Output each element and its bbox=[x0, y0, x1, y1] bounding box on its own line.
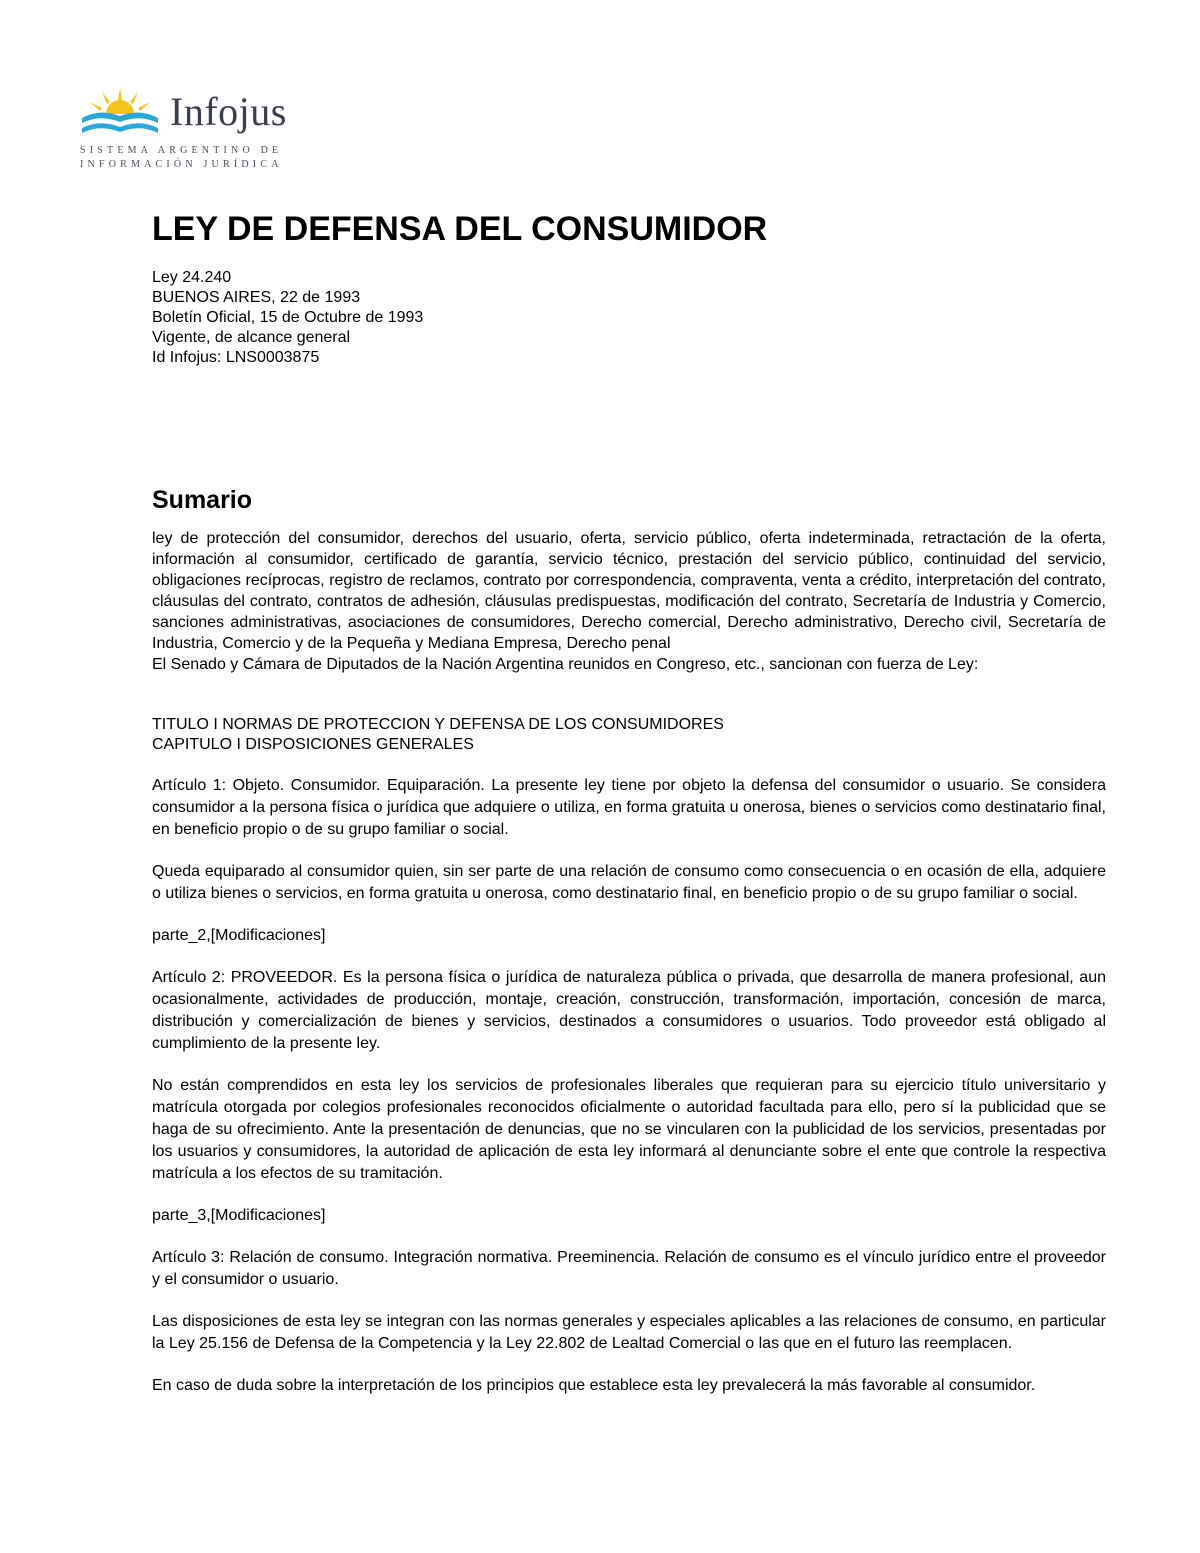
titulo-heading: TITULO I NORMAS DE PROTECCION Y DEFENSA DE LOS CONSUMIDORES bbox=[152, 716, 724, 733]
document-meta bbox=[152, 268, 1106, 368]
article-3-third-paragraph: En caso de duda sobre la interpretación de los principios que establece esta ley prevalecerá la más favorable al consumidor. bbox=[152, 1377, 1036, 1394]
logo-tagline-line-1: SISTEMA ARGENTINO DE bbox=[80, 145, 283, 156]
meta-status: Vigente, de alcance general bbox=[152, 329, 351, 346]
document-content bbox=[152, 206, 1106, 1397]
infojus-logo bbox=[80, 84, 300, 176]
titulo-block bbox=[152, 715, 1106, 755]
meta-law-number: Ley 24.240 bbox=[152, 269, 232, 286]
logo-tagline-line-2: INFORMACIÓN JURÍDICA bbox=[80, 159, 283, 170]
meta-place-date: BUENOS AIRES, 22 de 1993 bbox=[152, 289, 361, 306]
article-3-second-paragraph: Las disposiciones de esta ley se integran con las normas generales y especiales aplicables a las relaciones de consumo, en particular la Ley 25.156 de Defensa de la Competencia y la Ley 22.802 de Lealtad Comercial o las que en el futuro las reemplacen. bbox=[152, 1313, 1106, 1352]
document-title: LEY DE DEFENSA DEL CONSUMIDOR bbox=[152, 210, 768, 248]
article-1-second-paragraph: Queda equiparado al consumidor quien, sin ser parte de una relación de consumo como consecuencia o en ocasión de ella, adquiere o utiliza bienes o servicios, en forma gratuita u onerosa, como destinatario final, en beneficio propio o de su grupo familiar o social. bbox=[152, 863, 1106, 902]
sun-waves-icon bbox=[80, 84, 160, 140]
article-1-paragraph: Artículo 1: Objeto. Consumidor. Equiparación. La presente ley tiene por objeto la defensa del consumidor o usuario. Se considera consumidor a la persona física o jurídica que adquiere o utiliza, en forma gratuita u onerosa, bienes o servicios como destinatario final, en beneficio propio o de su grupo familiar o social. bbox=[152, 777, 1106, 838]
modificaciones-link: parte_3,[Modificaciones] bbox=[152, 1207, 326, 1224]
logo-tagline bbox=[80, 144, 295, 172]
meta-id: Id Infojus: LNS0003875 bbox=[152, 349, 320, 366]
enactment-clause: El Senado y Cámara de Diputados de la Nación Argentina reunidos en Congreso, etc., sancionan con fuerza de Ley: bbox=[152, 656, 979, 673]
article-3-paragraph: Artículo 3: Relación de consumo. Integración normativa. Preeminencia. Relación de consumo es el vínculo jurídico entre el proveedor y el consumidor o usuario. bbox=[152, 1249, 1106, 1288]
article-2-paragraph: Artículo 2: PROVEEDOR. Es la persona física o jurídica de naturaleza pública o privada, que desarrolla de manera profesional, aun ocasionalmente, actividades de producción, montaje, creación, construcción, transformación, importación, concesión de marca, distribución y comercialización de bienes y servicios, destinados a consumidores o usuarios. Todo proveedor está obligado al cumplimiento de la presente ley. bbox=[152, 969, 1106, 1052]
meta-boletin: Boletín Oficial, 15 de Octubre de 1993 bbox=[152, 309, 424, 326]
modificaciones-link: parte_2,[Modificaciones] bbox=[152, 927, 326, 944]
article-2-second-paragraph: No están comprendidos en esta ley los servicios de profesionales liberales que requieran para su ejercicio título universitario y matrícula otorgada por colegios profesionales reconocidos oficialmente o autoridad facultada para ello, pero sí la publicidad que se haga de su ofrecimiento. Ante la presentación de denuncias, que no se vincularen con la publicidad de los servicios, presentadas por los usuarios y consumidores, la autoridad de aplicación de esta ley informará al denunciante sobre el ente que controle la respectiva matrícula a los efectos de su tramitación. bbox=[152, 1077, 1106, 1182]
capitulo-heading: CAPITULO I DISPOSICIONES GENERALES bbox=[152, 736, 474, 753]
sumario-heading: Sumario bbox=[152, 486, 253, 514]
logo-wordmark: Infojus bbox=[170, 89, 287, 134]
sumario-keywords: ley de protección del consumidor, derechos del usuario, oferta, servicio público, oferta indeterminada, retractación de la oferta, información al consumidor, certificado de garantía, servicio técnico, prestación del servicio público, continuidad del servicio, obligaciones recíprocas, registro de reclamos, contrato por correspondencia, compraventa, venta a crédito, interpretación del contrato, cláusulas del contrato, contratos de adhesión, cláusulas predispuestas, modificación del contrato, Secretaría de Industria y Comercio, sanciones administrativas, asociaciones de consumidores, Derecho comercial, Derecho administrativo, Derecho civil, Secretaría de Industria, Comercio y de la Pequeña y Mediana Empresa, Derecho penal bbox=[152, 530, 1106, 652]
